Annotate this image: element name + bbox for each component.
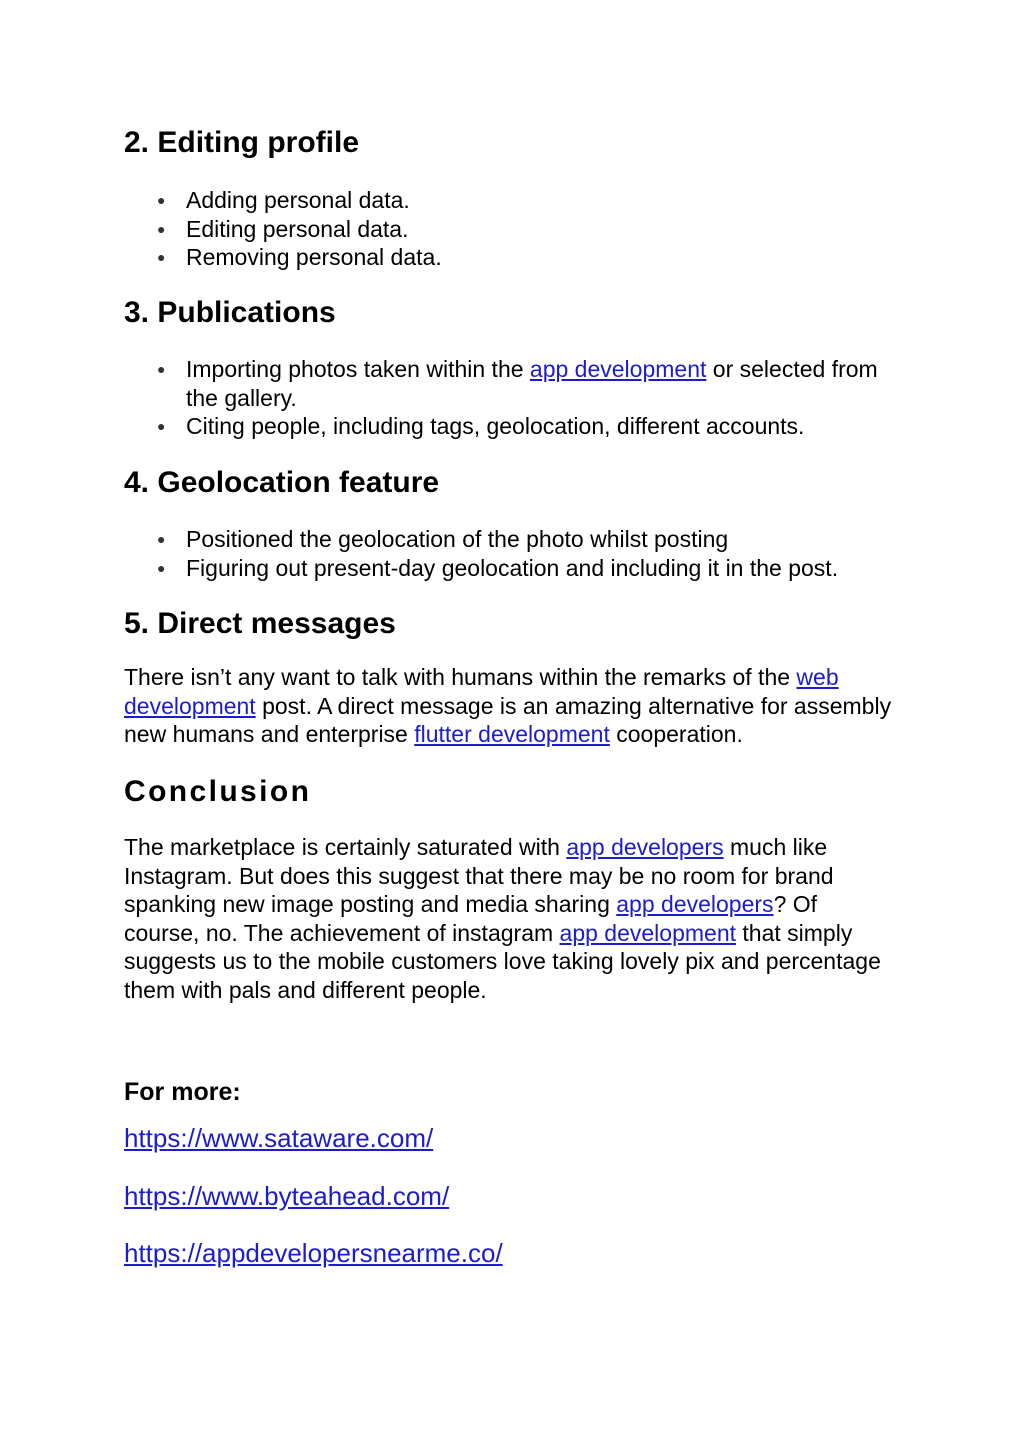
list-item-text: Removing personal data.: [186, 244, 442, 270]
paragraph-text: ? Of course, no. The achievement of instagram: [124, 891, 818, 946]
byteahead-link[interactable]: https://www.byteahead.com/: [124, 1181, 450, 1211]
heading-direct-messages: 5. Direct messages: [124, 607, 396, 640]
bullet-icon: ●: [157, 192, 166, 208]
bullet-icon: ●: [157, 220, 166, 237]
list-item: [124, 186, 904, 215]
app-development-link[interactable]: app development: [559, 919, 736, 946]
heading-editing-profile: 2. Editing profile: [124, 126, 360, 159]
bullet-icon: ●: [157, 531, 166, 547]
bullet-icon: ●: [157, 249, 166, 265]
list-item-text: Editing personal data.: [186, 215, 409, 242]
direct-messages-paragraph: [124, 663, 894, 749]
app-developers-link[interactable]: app developers: [616, 891, 774, 917]
paragraph-text: There isn’t any want to talk with humans within the remarks of the: [124, 664, 797, 690]
list-item: [124, 243, 904, 272]
list-item-text: Citing people, including tags, geolocation, different accounts.: [186, 413, 805, 439]
bullet-icon: ●: [157, 559, 166, 576]
heading-geolocation: 4. Geolocation feature: [124, 466, 440, 499]
sataware-link[interactable]: https://www.sataware.com/: [124, 1123, 434, 1153]
bullet-icon: ●: [157, 418, 166, 434]
for-more-label: For more:: [124, 1078, 241, 1106]
appdevelopersnearme-link[interactable]: https://appdevelopersnearme.co/: [124, 1238, 503, 1268]
list-item-text: Figuring out present-day geolocation and including it in the post.: [186, 554, 839, 581]
list-item: [124, 355, 904, 412]
paragraph-text: post. A direct message is an amazing alternative for assembly new humans and enterprise: [124, 692, 892, 747]
web-development-link[interactable]: web development: [124, 664, 839, 719]
paragraph-text: that simply suggests us to the mobile customers love taking lovely pix and percentage them with pals and different people.: [124, 919, 881, 1003]
list-item-text: or selected from the gallery.: [186, 356, 878, 411]
heading-publications: 3. Publications: [124, 296, 336, 329]
list-geolocation: [124, 525, 904, 582]
list-item-text: Adding personal data.: [186, 187, 410, 213]
list-item: [124, 525, 904, 554]
paragraph-text: much like Instagram. But does this suggest that there may be no room for brand spanking new image posting and media sharing: [124, 834, 834, 917]
app-development-link[interactable]: app development: [529, 356, 707, 382]
bullet-icon: ●: [157, 361, 166, 377]
app-developers-link[interactable]: app developers: [566, 834, 724, 860]
list-publications: [124, 355, 904, 441]
paragraph-text: The marketplace is certainly saturated with: [124, 834, 567, 860]
conclusion-paragraph: [124, 833, 894, 1004]
list-item: [124, 554, 904, 583]
list-editing-profile: [124, 186, 904, 272]
list-item-text: Importing photos taken within the: [186, 356, 530, 382]
paragraph-text: cooperation.: [609, 721, 743, 747]
list-item: [124, 412, 904, 441]
list-item: [124, 215, 904, 244]
heading-conclusion: Conclusion: [124, 775, 312, 808]
list-item-text: Positioned the geolocation of the photo whilst posting: [186, 526, 729, 552]
flutter-development-link[interactable]: flutter development: [414, 721, 610, 747]
